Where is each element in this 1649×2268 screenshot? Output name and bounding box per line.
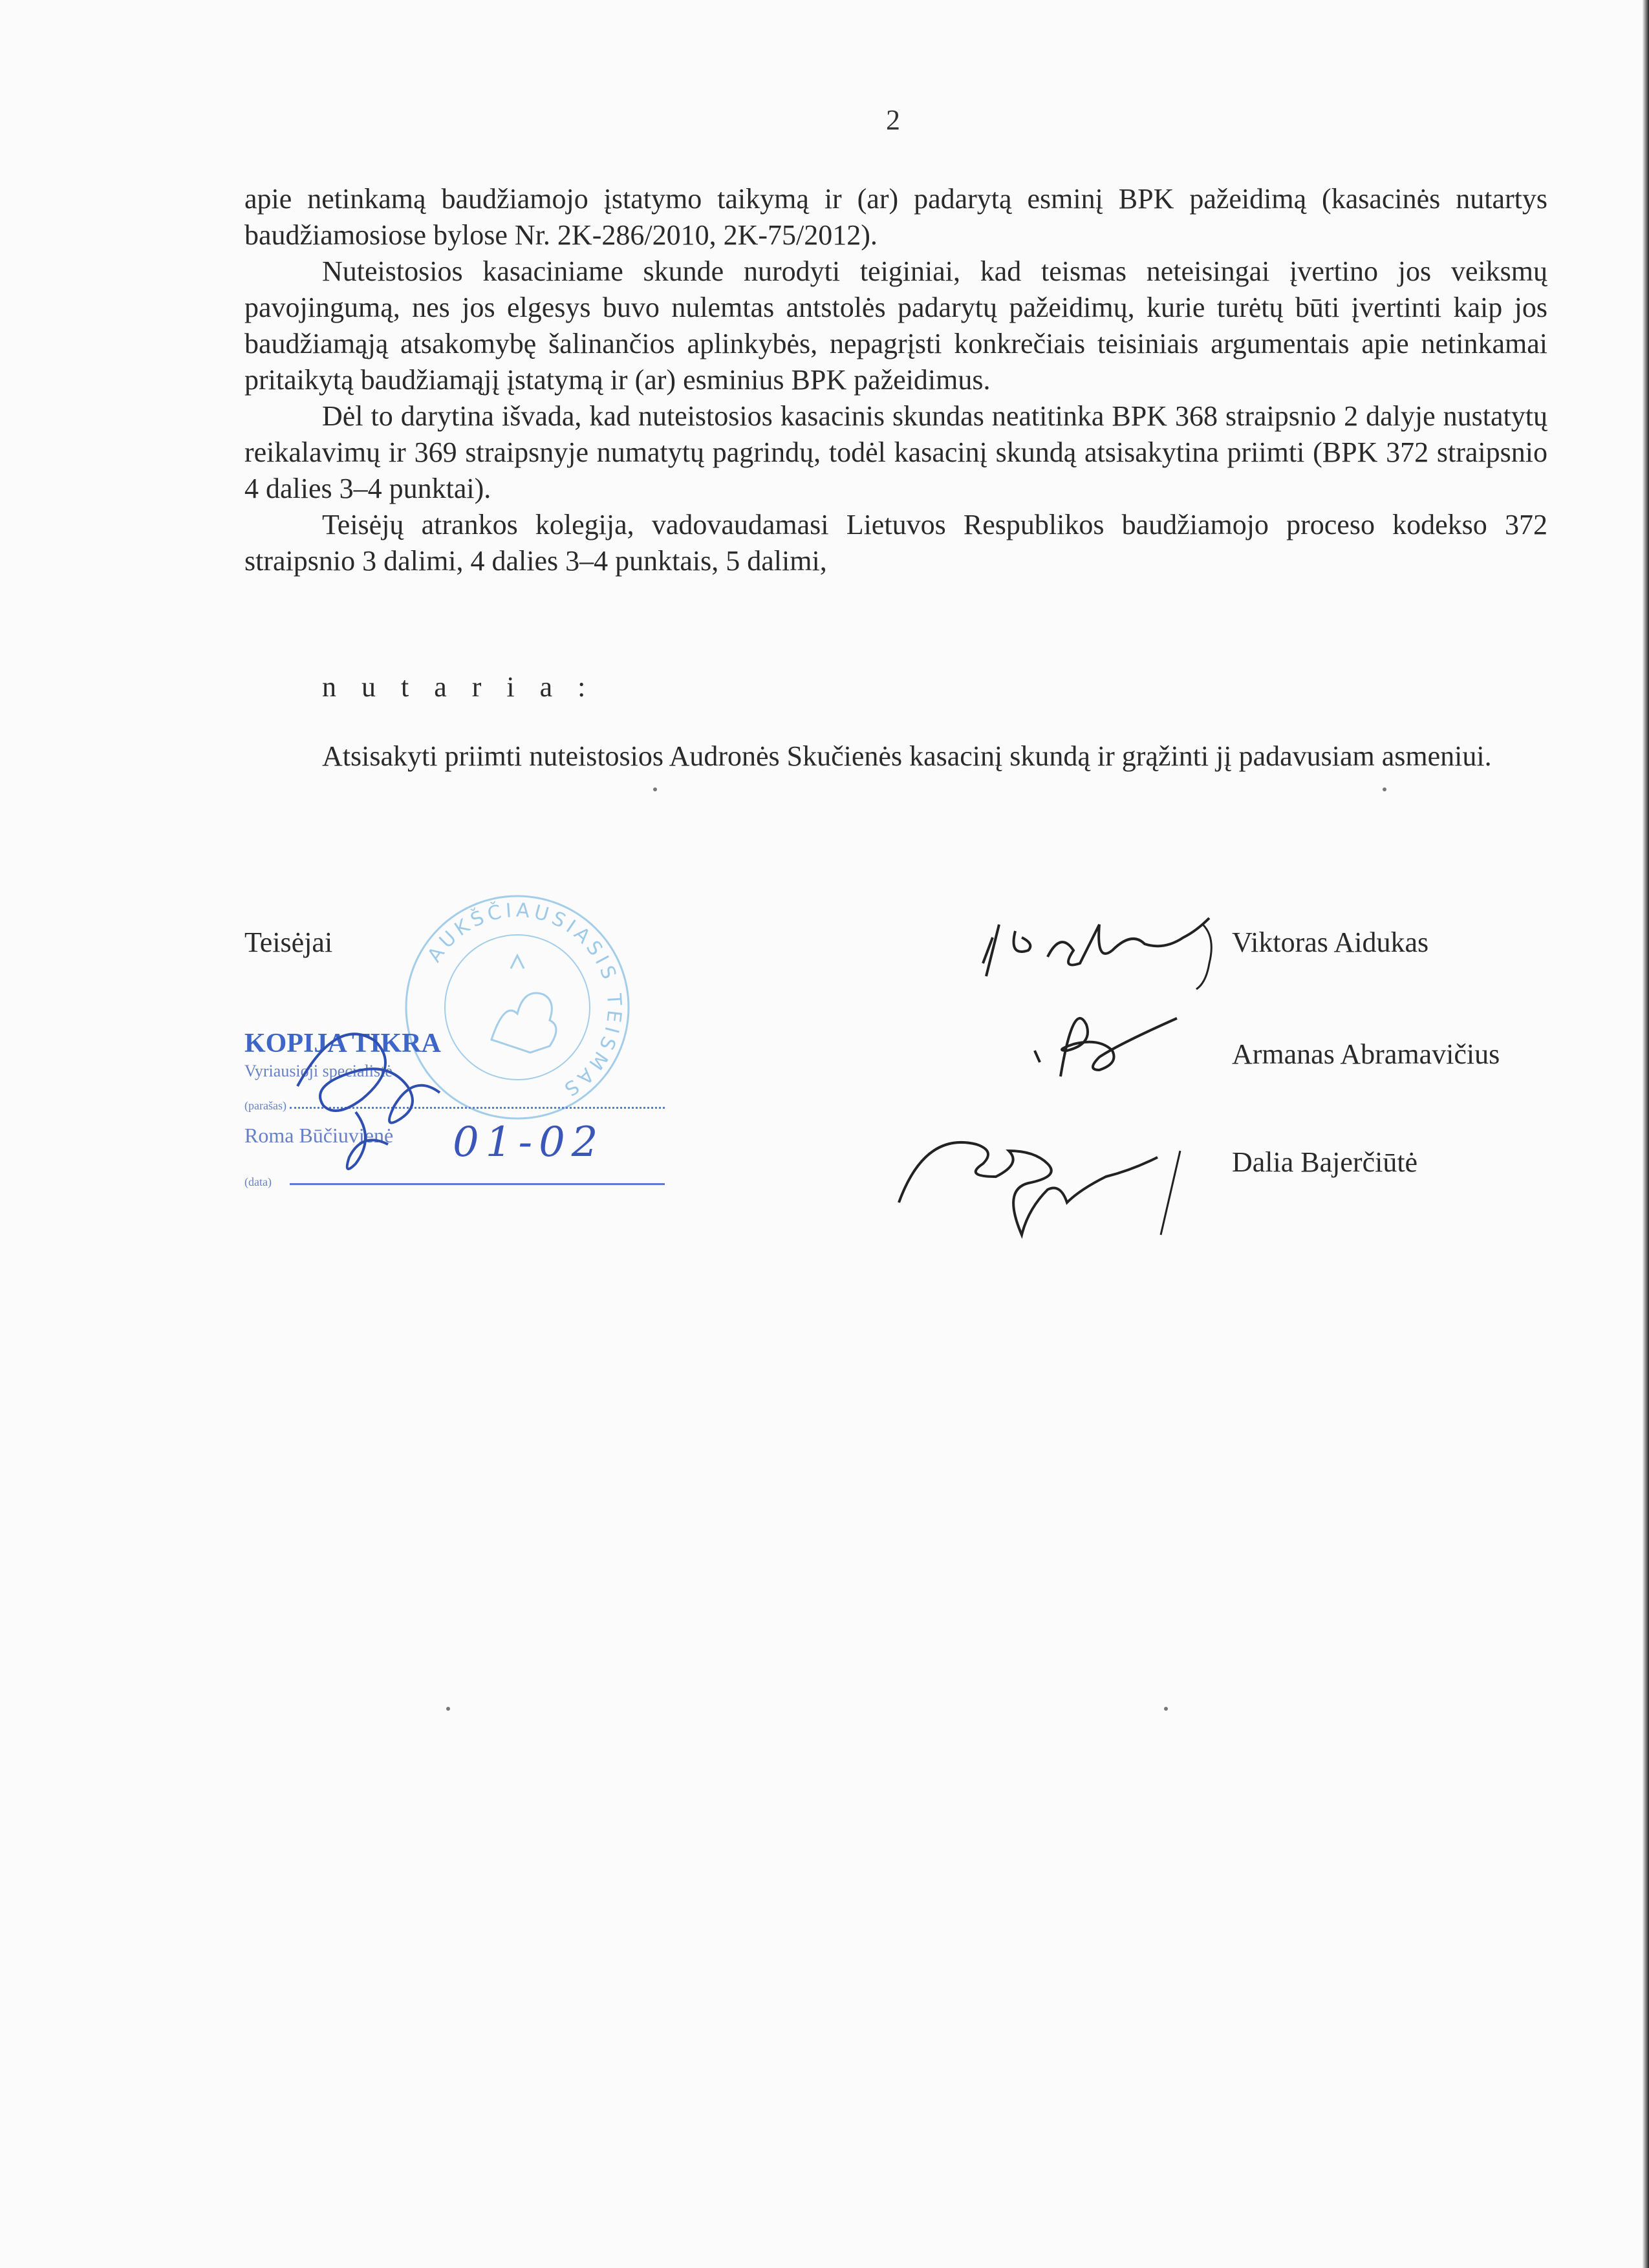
page-number: 2: [886, 104, 900, 136]
judge-name-abramavicius: Armanas Abramavičius: [1232, 1038, 1500, 1070]
scan-edge: [1643, 0, 1649, 2268]
judge-name-bajerciute: Dalia Bajerčiūtė: [1232, 1146, 1418, 1178]
paragraph-arguments: Nuteistosios kasaciniame skunde nurodyti teiginiai, kad teismas neteisingai įvertino jos veiksmų pavojingumą, nes jos elgesys buvo nulemtas antstolės padarytų pažeidimų, kurie turėtų būti įvertinti kaip jos baudžiamąją atsakomybę šalinančios aplinkybės, nepagrįsti konkrečiais teisiniais argumentais apie netinkamai pritaikytą baudžiamąjį įstatymą ir (ar) esminius BPK pažeidimus.: [244, 255, 1547, 396]
judge-name-aidukas: Viktoras Aidukas: [1232, 926, 1429, 958]
copy-stamp-date-line: [290, 1183, 665, 1185]
judges-label: Teisėjai: [244, 926, 333, 958]
copy-stamp-date-label: (data): [244, 1175, 272, 1188]
paragraph-conclusion: Dėl to darytina išvada, kad nuteistosios kasacinis skundas neatitinka BPK 368 straipsnio 2 dalyje nustatytų reikalavimų ir 369 straipsnyje numatytų pagrindų, todėl kasacinį skundą atsisakytina priimti (BPK 372 straipsnio 4 dalies 3–4 punktai).: [244, 400, 1547, 504]
paragraph-continuation: apie netinkamą baudžiamojo įstatymo taikymą ir (ar) padarytą esminį BPK pažeidimą (kasacinės nutartys baudžiamosiose bylose Nr. 2K-286/2010, 2K-75/2012).: [244, 183, 1547, 251]
copy-stamp-title: KOPIJA TIKRA: [244, 1029, 441, 1058]
signature-bajerciute-icon: [892, 1112, 1229, 1241]
ruling-heading: n u t a r i a :: [322, 671, 595, 703]
paragraph-panel: Teisėjų atrankos kolegija, vadovaudamasi Lietuvos Respublikos baudžiamojo proceso kodekso 372 straipsnio 3 dalimi, 4 dalies 3–4 punktais, 5 dalimi,: [244, 509, 1547, 577]
copy-stamp-role: Vyriausioji specialistė: [244, 1062, 393, 1080]
copy-stamp-signature-label: (parašas): [244, 1099, 286, 1112]
scan-dot: [653, 787, 657, 791]
body-text: [244, 181, 1547, 579]
signature-aidukas-icon: [976, 905, 1235, 996]
scan-dot: [446, 1707, 450, 1711]
copy-handwritten-date: 01-02: [453, 1118, 605, 1166]
decision-text: Atsisakyti priimti nuteistosios Audronės Skučienės kasacinį skundą ir grąžinti jį padavusiam asmeniui.: [322, 740, 1492, 772]
scan-dot: [1164, 1707, 1168, 1711]
scan-dot: [1383, 787, 1386, 791]
signature-abramavicius-icon: [1022, 999, 1216, 1089]
seal-text: AUKŠČIAUSIASIS TEISMAS: [423, 899, 626, 1102]
copy-stamp-name: Roma Būčiuvienė: [244, 1124, 394, 1147]
